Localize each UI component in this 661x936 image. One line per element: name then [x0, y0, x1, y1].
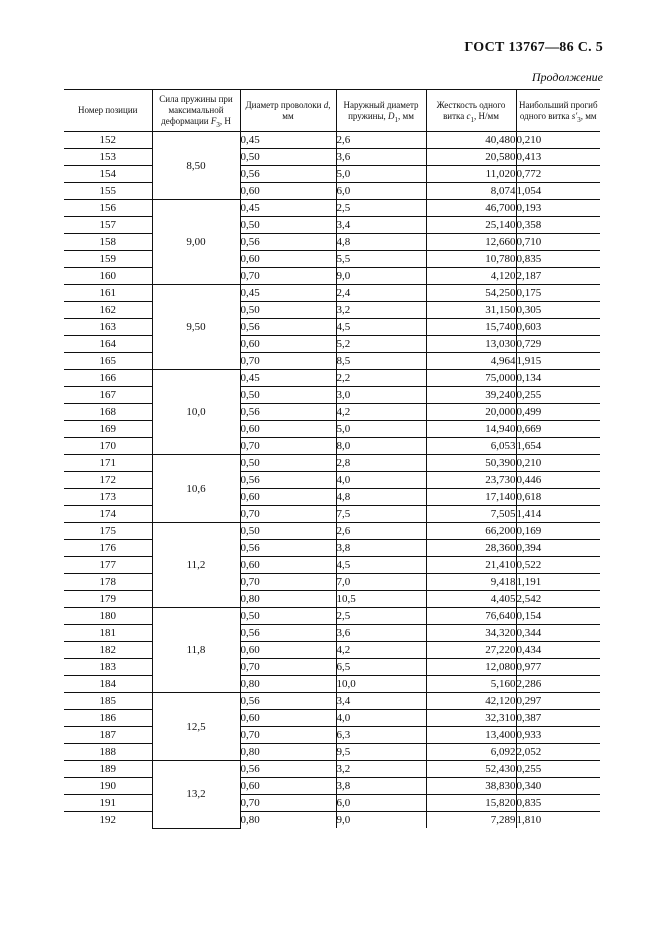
header-wire-diameter: Диаметр проволоки d, мм [240, 90, 336, 132]
deflection-cell: 0,210 [516, 455, 600, 472]
position-cell: 179 [64, 591, 152, 608]
header-outer-diameter: Наружный диаметр пружины, $D_1$, мм [336, 90, 426, 132]
stiffness-cell: 17,140 [426, 489, 516, 506]
position-cell: 185 [64, 693, 152, 710]
table-row [64, 778, 600, 795]
stiffness-cell: 25,140 [426, 217, 516, 234]
stiffness-cell: 6,092 [426, 744, 516, 761]
position-cell: 156 [64, 200, 152, 217]
force-cell: 11,8 [152, 608, 240, 693]
stiffness-cell: 28,360 [426, 540, 516, 557]
deflection-cell: 1,810 [516, 812, 600, 829]
deflection-cell: 0,669 [516, 421, 600, 438]
table-row [64, 421, 600, 438]
table-body [64, 132, 600, 829]
table-row [64, 132, 600, 149]
table-row [64, 625, 600, 642]
outer-diameter-cell: 3,8 [336, 778, 426, 795]
position-cell: 192 [99, 814, 116, 826]
page-header: ГОСТ 13767—86 С. 5 [464, 40, 603, 55]
position-cell: 174 [64, 506, 152, 523]
outer-diameter-cell: 3,8 [336, 540, 426, 557]
table-row [64, 659, 600, 676]
outer-diameter-cell: 3,4 [336, 693, 426, 710]
outer-diameter-cell: 6,5 [336, 659, 426, 676]
table-row [64, 217, 600, 234]
table-row [64, 727, 600, 744]
position-cell: 165 [64, 353, 152, 370]
stiffness-cell: 9,418 [426, 574, 516, 591]
wire-diameter-cell: 0,45 [240, 200, 336, 217]
outer-diameter-cell: 2,2 [336, 370, 426, 387]
position-cell: 180 [64, 608, 152, 625]
table-row [64, 438, 600, 455]
outer-diameter-cell: 4,5 [336, 557, 426, 574]
wire-diameter-cell: 0,56 [240, 761, 336, 778]
force-cell: 8,50 [152, 132, 240, 200]
stiffness-cell: 13,030 [426, 336, 516, 353]
position-cell: 181 [64, 625, 152, 642]
table-row [64, 302, 600, 319]
stiffness-cell: 15,820 [426, 795, 516, 812]
deflection-cell: 0,710 [516, 234, 600, 251]
table-row [64, 574, 600, 591]
stiffness-cell: 46,700 [426, 200, 516, 217]
deflection-cell: 0,835 [516, 795, 600, 812]
stiffness-cell: 66,200 [426, 523, 516, 540]
wire-diameter-cell: 0,70 [240, 353, 336, 370]
outer-diameter-cell: 3,0 [336, 387, 426, 404]
stiffness-cell: 4,964 [426, 353, 516, 370]
deflection-cell: 0,344 [516, 625, 600, 642]
wire-diameter-cell: 0,50 [240, 455, 336, 472]
deflection-cell: 0,977 [516, 659, 600, 676]
deflection-cell: 0,387 [516, 710, 600, 727]
wire-diameter-cell: 0,60 [240, 421, 336, 438]
position-cell: 188 [64, 744, 152, 761]
stiffness-cell: 6,053 [426, 438, 516, 455]
stiffness-cell: 10,780 [426, 251, 516, 268]
header-stiffness: Жесткость одного витка $c_1$, Н/мм [426, 90, 516, 132]
position-cell: 164 [64, 336, 152, 353]
position-cell: 191 [64, 795, 152, 812]
table-row [64, 200, 600, 217]
wire-diameter-cell: 0,60 [240, 183, 336, 200]
outer-diameter-cell: 9,0 [336, 812, 426, 829]
stiffness-cell: 52,430 [426, 761, 516, 778]
deflection-cell: 0,134 [516, 370, 600, 387]
table-row [64, 591, 600, 608]
outer-diameter-cell: 9,0 [336, 268, 426, 285]
table-row [64, 761, 600, 778]
table-row [64, 319, 600, 336]
position-cell: 171 [64, 455, 152, 472]
stiffness-cell: 5,160 [426, 676, 516, 693]
deflection-cell: 0,175 [516, 285, 600, 302]
outer-diameter-cell: 8,0 [336, 438, 426, 455]
stiffness-cell: 42,120 [426, 693, 516, 710]
wire-diameter-cell: 0,56 [240, 234, 336, 251]
position-cell: 157 [64, 217, 152, 234]
outer-diameter-cell: 3,6 [336, 149, 426, 166]
outer-diameter-cell: 2,6 [336, 523, 426, 540]
outer-diameter-cell: 7,5 [336, 506, 426, 523]
deflection-cell: 0,603 [516, 319, 600, 336]
wire-diameter-cell: 0,56 [240, 404, 336, 421]
stiffness-cell: 23,730 [426, 472, 516, 489]
table-row [64, 489, 600, 506]
stiffness-cell: 12,080 [426, 659, 516, 676]
wire-diameter-cell: 0,70 [240, 795, 336, 812]
table-row [64, 523, 600, 540]
stiffness-cell: 8,074 [426, 183, 516, 200]
position-cell: 163 [64, 319, 152, 336]
wire-diameter-cell: 0,50 [240, 523, 336, 540]
wire-diameter-cell: 0,60 [240, 557, 336, 574]
table-row [64, 268, 600, 285]
position-cell: 178 [64, 574, 152, 591]
outer-diameter-cell: 3,6 [336, 625, 426, 642]
position-cell: 158 [64, 234, 152, 251]
wire-diameter-cell: 0,70 [240, 438, 336, 455]
stiffness-cell: 7,289 [426, 812, 516, 829]
outer-diameter-cell: 6,3 [336, 727, 426, 744]
position-cell: 175 [64, 523, 152, 540]
outer-diameter-cell: 4,5 [336, 319, 426, 336]
wire-diameter-cell: 0,56 [240, 166, 336, 183]
deflection-cell: 0,255 [516, 387, 600, 404]
wire-diameter-cell: 0,70 [240, 506, 336, 523]
outer-diameter-cell: 2,5 [336, 608, 426, 625]
deflection-cell: 0,193 [516, 200, 600, 217]
wire-diameter-cell: 0,80 [240, 744, 336, 761]
outer-diameter-cell: 3,2 [336, 761, 426, 778]
outer-diameter-cell: 3,4 [336, 217, 426, 234]
table-row [64, 608, 600, 625]
position-cell: 186 [64, 710, 152, 727]
stiffness-cell: 32,310 [426, 710, 516, 727]
wire-diameter-cell: 0,45 [240, 370, 336, 387]
outer-diameter-cell: 4,8 [336, 489, 426, 506]
deflection-cell: 2,542 [516, 591, 600, 608]
table-row [64, 285, 600, 302]
outer-diameter-cell: 5,2 [336, 336, 426, 353]
table-row [64, 166, 600, 183]
outer-diameter-cell: 4,2 [336, 404, 426, 421]
table-row [64, 812, 600, 829]
deflection-cell: 0,154 [516, 608, 600, 625]
wire-diameter-cell: 0,56 [240, 319, 336, 336]
outer-diameter-cell: 4,0 [336, 472, 426, 489]
table-row [64, 506, 600, 523]
stiffness-cell: 4,120 [426, 268, 516, 285]
stiffness-cell: 4,405 [426, 591, 516, 608]
deflection-cell: 1,915 [516, 353, 600, 370]
position-cell: 176 [64, 540, 152, 557]
deflection-cell: 0,434 [516, 642, 600, 659]
outer-diameter-cell: 6,0 [336, 795, 426, 812]
position-cell: 169 [64, 421, 152, 438]
stiffness-cell: 38,830 [426, 778, 516, 795]
position-cell: 177 [64, 557, 152, 574]
wire-diameter-cell: 0,70 [240, 574, 336, 591]
stiffness-cell: 54,250 [426, 285, 516, 302]
deflection-cell: 1,414 [516, 506, 600, 523]
wire-diameter-cell: 0,50 [240, 149, 336, 166]
deflection-cell: 2,187 [516, 268, 600, 285]
outer-diameter-cell: 10,0 [336, 676, 426, 693]
table-row [64, 540, 600, 557]
position-cell: 154 [64, 166, 152, 183]
wire-diameter-cell: 0,56 [240, 472, 336, 489]
position-cell: 159 [64, 251, 152, 268]
force-cell: 13,2 [152, 761, 240, 829]
stiffness-cell: 20,580 [426, 149, 516, 166]
wire-diameter-cell: 0,60 [240, 251, 336, 268]
position-cell: 155 [64, 183, 152, 200]
table-row [64, 744, 600, 761]
stiffness-cell: 12,660 [426, 234, 516, 251]
table-row [64, 795, 600, 812]
outer-diameter-cell: 5,0 [336, 421, 426, 438]
deflection-cell: 0,835 [516, 251, 600, 268]
position-cell: 187 [64, 727, 152, 744]
outer-diameter-cell: 2,6 [336, 132, 426, 149]
table-row [64, 353, 600, 370]
deflection-cell: 0,499 [516, 404, 600, 421]
header-force: Сила пружины при максимальной деформации $F_3$, Н [152, 90, 240, 132]
deflection-cell: 0,210 [516, 132, 600, 149]
stiffness-cell: 7,505 [426, 506, 516, 523]
wire-diameter-cell: 0,56 [240, 693, 336, 710]
deflection-cell: 1,654 [516, 438, 600, 455]
position-cell: 184 [64, 676, 152, 693]
wire-diameter-cell: 0,80 [240, 591, 336, 608]
deflection-cell: 0,305 [516, 302, 600, 319]
stiffness-cell: 40,480 [426, 132, 516, 149]
position-cell: 190 [64, 778, 152, 795]
stiffness-cell: 15,740 [426, 319, 516, 336]
table-row [64, 472, 600, 489]
wire-diameter-cell: 0,80 [240, 676, 336, 693]
wire-diameter-cell: 0,60 [240, 642, 336, 659]
deflection-cell: 0,522 [516, 557, 600, 574]
table-row [64, 149, 600, 166]
position-cell: 162 [64, 302, 152, 319]
stiffness-cell: 75,000 [426, 370, 516, 387]
table-header-row [64, 90, 600, 132]
position-cell: 170 [64, 438, 152, 455]
position-cell: 166 [64, 370, 152, 387]
force-cell: 12,5 [152, 693, 240, 761]
outer-diameter-cell: 10,5 [336, 591, 426, 608]
outer-diameter-cell: 4,0 [336, 710, 426, 727]
wire-diameter-cell: 0,60 [240, 710, 336, 727]
wire-diameter-cell: 0,45 [240, 132, 336, 149]
table-row [64, 642, 600, 659]
table-row [64, 183, 600, 200]
deflection-cell: 0,358 [516, 217, 600, 234]
table-row [64, 336, 600, 353]
position-cell: 153 [64, 149, 152, 166]
force-cell: 9,00 [152, 200, 240, 285]
position-cell: 183 [64, 659, 152, 676]
wire-diameter-cell: 0,70 [240, 659, 336, 676]
stiffness-cell: 21,410 [426, 557, 516, 574]
outer-diameter-cell: 7,0 [336, 574, 426, 591]
header-deflection: Наибольший прогиб одного витка $s'_3$, мм [516, 90, 600, 132]
wire-diameter-cell: 0,45 [240, 285, 336, 302]
wire-diameter-cell: 0,50 [240, 608, 336, 625]
table-row [64, 234, 600, 251]
position-cell: 167 [64, 387, 152, 404]
table-row [64, 387, 600, 404]
position-cell: 168 [64, 404, 152, 421]
force-cell: 10,0 [152, 370, 240, 455]
position-cell: 173 [64, 489, 152, 506]
outer-diameter-cell: 2,4 [336, 285, 426, 302]
wire-diameter-cell: 0,50 [240, 302, 336, 319]
table-row [64, 404, 600, 421]
stiffness-cell: 50,390 [426, 455, 516, 472]
wire-diameter-cell: 0,56 [240, 540, 336, 557]
wire-diameter-cell: 0,50 [240, 387, 336, 404]
spring-parameters-table [64, 89, 600, 829]
outer-diameter-cell: 8,5 [336, 353, 426, 370]
stiffness-cell: 34,320 [426, 625, 516, 642]
deflection-cell: 0,169 [516, 523, 600, 540]
table-row [64, 710, 600, 727]
wire-diameter-cell: 0,60 [240, 489, 336, 506]
position-cell: 152 [64, 132, 152, 149]
deflection-cell: 0,413 [516, 149, 600, 166]
deflection-cell: 1,054 [516, 183, 600, 200]
deflection-cell: 0,394 [516, 540, 600, 557]
table-row [64, 693, 600, 710]
deflection-cell: 0,446 [516, 472, 600, 489]
deflection-cell: 1,191 [516, 574, 600, 591]
outer-diameter-cell: 9,5 [336, 744, 426, 761]
outer-diameter-cell: 5,5 [336, 251, 426, 268]
stiffness-cell: 13,400 [426, 727, 516, 744]
outer-diameter-cell: 2,5 [336, 200, 426, 217]
stiffness-cell: 39,240 [426, 387, 516, 404]
stiffness-cell: 11,020 [426, 166, 516, 183]
table-row [64, 251, 600, 268]
outer-diameter-cell: 3,2 [336, 302, 426, 319]
force-cell: 11,2 [152, 523, 240, 608]
table-row [64, 557, 600, 574]
deflection-cell: 0,255 [516, 761, 600, 778]
wire-diameter-cell: 0,70 [240, 727, 336, 744]
deflection-cell: 0,933 [516, 727, 600, 744]
outer-diameter-cell: 2,8 [336, 455, 426, 472]
outer-diameter-cell: 4,2 [336, 642, 426, 659]
wire-diameter-cell: 0,56 [240, 625, 336, 642]
wire-diameter-cell: 0,60 [240, 778, 336, 795]
position-cell: 182 [64, 642, 152, 659]
stiffness-cell: 31,150 [426, 302, 516, 319]
deflection-cell: 0,297 [516, 693, 600, 710]
continuation-label: Продолжение [531, 70, 603, 84]
wire-diameter-cell: 0,80 [240, 812, 336, 829]
outer-diameter-cell: 4,8 [336, 234, 426, 251]
position-cell: 189 [64, 761, 152, 778]
wire-diameter-cell: 0,50 [240, 217, 336, 234]
position-cell: 161 [64, 285, 152, 302]
deflection-cell: 0,772 [516, 166, 600, 183]
stiffness-cell: 76,640 [426, 608, 516, 625]
wire-diameter-cell: 0,70 [240, 268, 336, 285]
force-cell: 10,6 [152, 455, 240, 523]
position-cell: 172 [64, 472, 152, 489]
position-cell: 160 [64, 268, 152, 285]
deflection-cell: 0,340 [516, 778, 600, 795]
stiffness-cell: 20,000 [426, 404, 516, 421]
header-position: Номер позиции [64, 90, 152, 132]
force-cell: 9,50 [152, 285, 240, 370]
outer-diameter-cell: 6,0 [336, 183, 426, 200]
wire-diameter-cell: 0,60 [240, 336, 336, 353]
table-row [64, 676, 600, 693]
table-row [64, 455, 600, 472]
outer-diameter-cell: 5,0 [336, 166, 426, 183]
stiffness-cell: 27,220 [426, 642, 516, 659]
deflection-cell: 2,052 [516, 744, 600, 761]
deflection-cell: 0,729 [516, 336, 600, 353]
table-row [64, 370, 600, 387]
deflection-cell: 2,286 [516, 676, 600, 693]
deflection-cell: 0,618 [516, 489, 600, 506]
stiffness-cell: 14,940 [426, 421, 516, 438]
